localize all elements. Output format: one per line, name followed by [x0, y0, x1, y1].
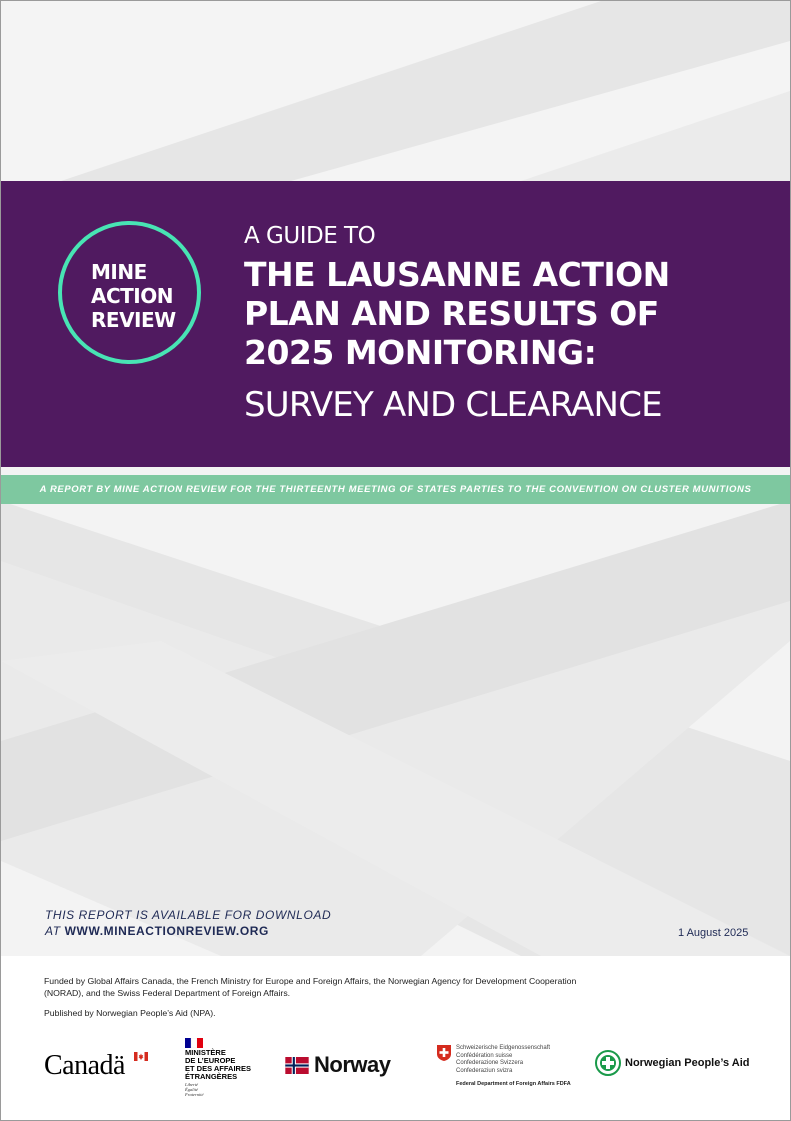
download-prefix: AT — [45, 924, 61, 938]
swiss-name-line: Schweizerische Eidgenossenschaft — [456, 1045, 551, 1051]
npa-wordmark: Norwegian People’s Aid — [625, 1057, 750, 1069]
french-motto-line: Fraternité — [185, 1092, 204, 1097]
swiss-name-line: Confederaziun svizra — [456, 1067, 513, 1074]
report-description-bar — [1, 475, 790, 504]
top-stripe — [1, 1, 790, 181]
swiss-fdfa-label: Federal Department of Foreign Affairs FDFA — [456, 1081, 571, 1087]
title-line: PLAN AND RESULTS OF — [244, 294, 659, 333]
guide-label: A GUIDE TO — [244, 223, 376, 249]
french-motto-line: Liberté — [185, 1082, 198, 1087]
french-ministry-line: ÉTRANGÈRES — [185, 1072, 238, 1081]
report-title — [244, 255, 764, 372]
publication-date: 1 August 2025 — [678, 927, 749, 939]
funding-statement: Funded by Global Affairs Canada, the French Ministry for Europe and Foreign Affairs, the Norwegian Agency for Development Cooperation (NORAD), and the Swiss Federal Department of Foreign Affairs. — [44, 976, 577, 998]
norway-flag-icon — [285, 1057, 309, 1074]
swiss-name-line: Confederazione Svizzera — [456, 1060, 524, 1066]
canada-wordmark: Canadä — [44, 1050, 125, 1081]
title-line: THE LAUSANNE ACTION — [244, 255, 670, 294]
title-line: 2025 MONITORING: — [244, 333, 597, 372]
logo-line: MINE — [91, 260, 147, 284]
logo-text — [91, 260, 201, 332]
french-motto-line: Égalité — [185, 1087, 198, 1092]
norway-wordmark: Norway — [314, 1052, 391, 1077]
french-ministry-line: DE L’EUROPE — [185, 1056, 236, 1065]
swiss-confederation-names — [456, 1045, 550, 1075]
french-motto — [185, 1082, 204, 1097]
title-banner — [1, 181, 790, 467]
publisher-statement: Published by Norwegian People’s Aid (NPA). — [44, 1008, 216, 1018]
norwegian-peoples-aid-icon — [595, 1050, 621, 1076]
download-text: THIS REPORT IS AVAILABLE FOR DOWNLOAD — [45, 908, 332, 922]
footer — [1, 956, 790, 1120]
logo-line: REVIEW — [91, 308, 176, 332]
report-subtitle: SURVEY AND CLEARANCE — [244, 385, 662, 425]
french-ministry-line: ET DES AFFAIRES — [185, 1064, 251, 1073]
download-notice — [45, 907, 331, 939]
canada-flag-icon — [134, 1052, 148, 1061]
french-republic-icon — [185, 1038, 203, 1048]
french-ministry-line: MINISTÈRE — [185, 1048, 226, 1057]
logo-line: ACTION — [91, 284, 173, 308]
report-description: A REPORT BY MINE ACTION REVIEW FOR THE THIRTEENTH MEETING OF STATES PARTIES TO THE CONVENTION ON CLUSTER MUNITIONS — [39, 484, 752, 495]
swiss-name-line: Confédération suisse — [456, 1052, 513, 1059]
french-ministry-name — [185, 1049, 251, 1081]
swiss-shield-icon — [437, 1045, 451, 1061]
download-link[interactable]: WWW.MINEACTIONREVIEW.ORG — [64, 924, 269, 938]
